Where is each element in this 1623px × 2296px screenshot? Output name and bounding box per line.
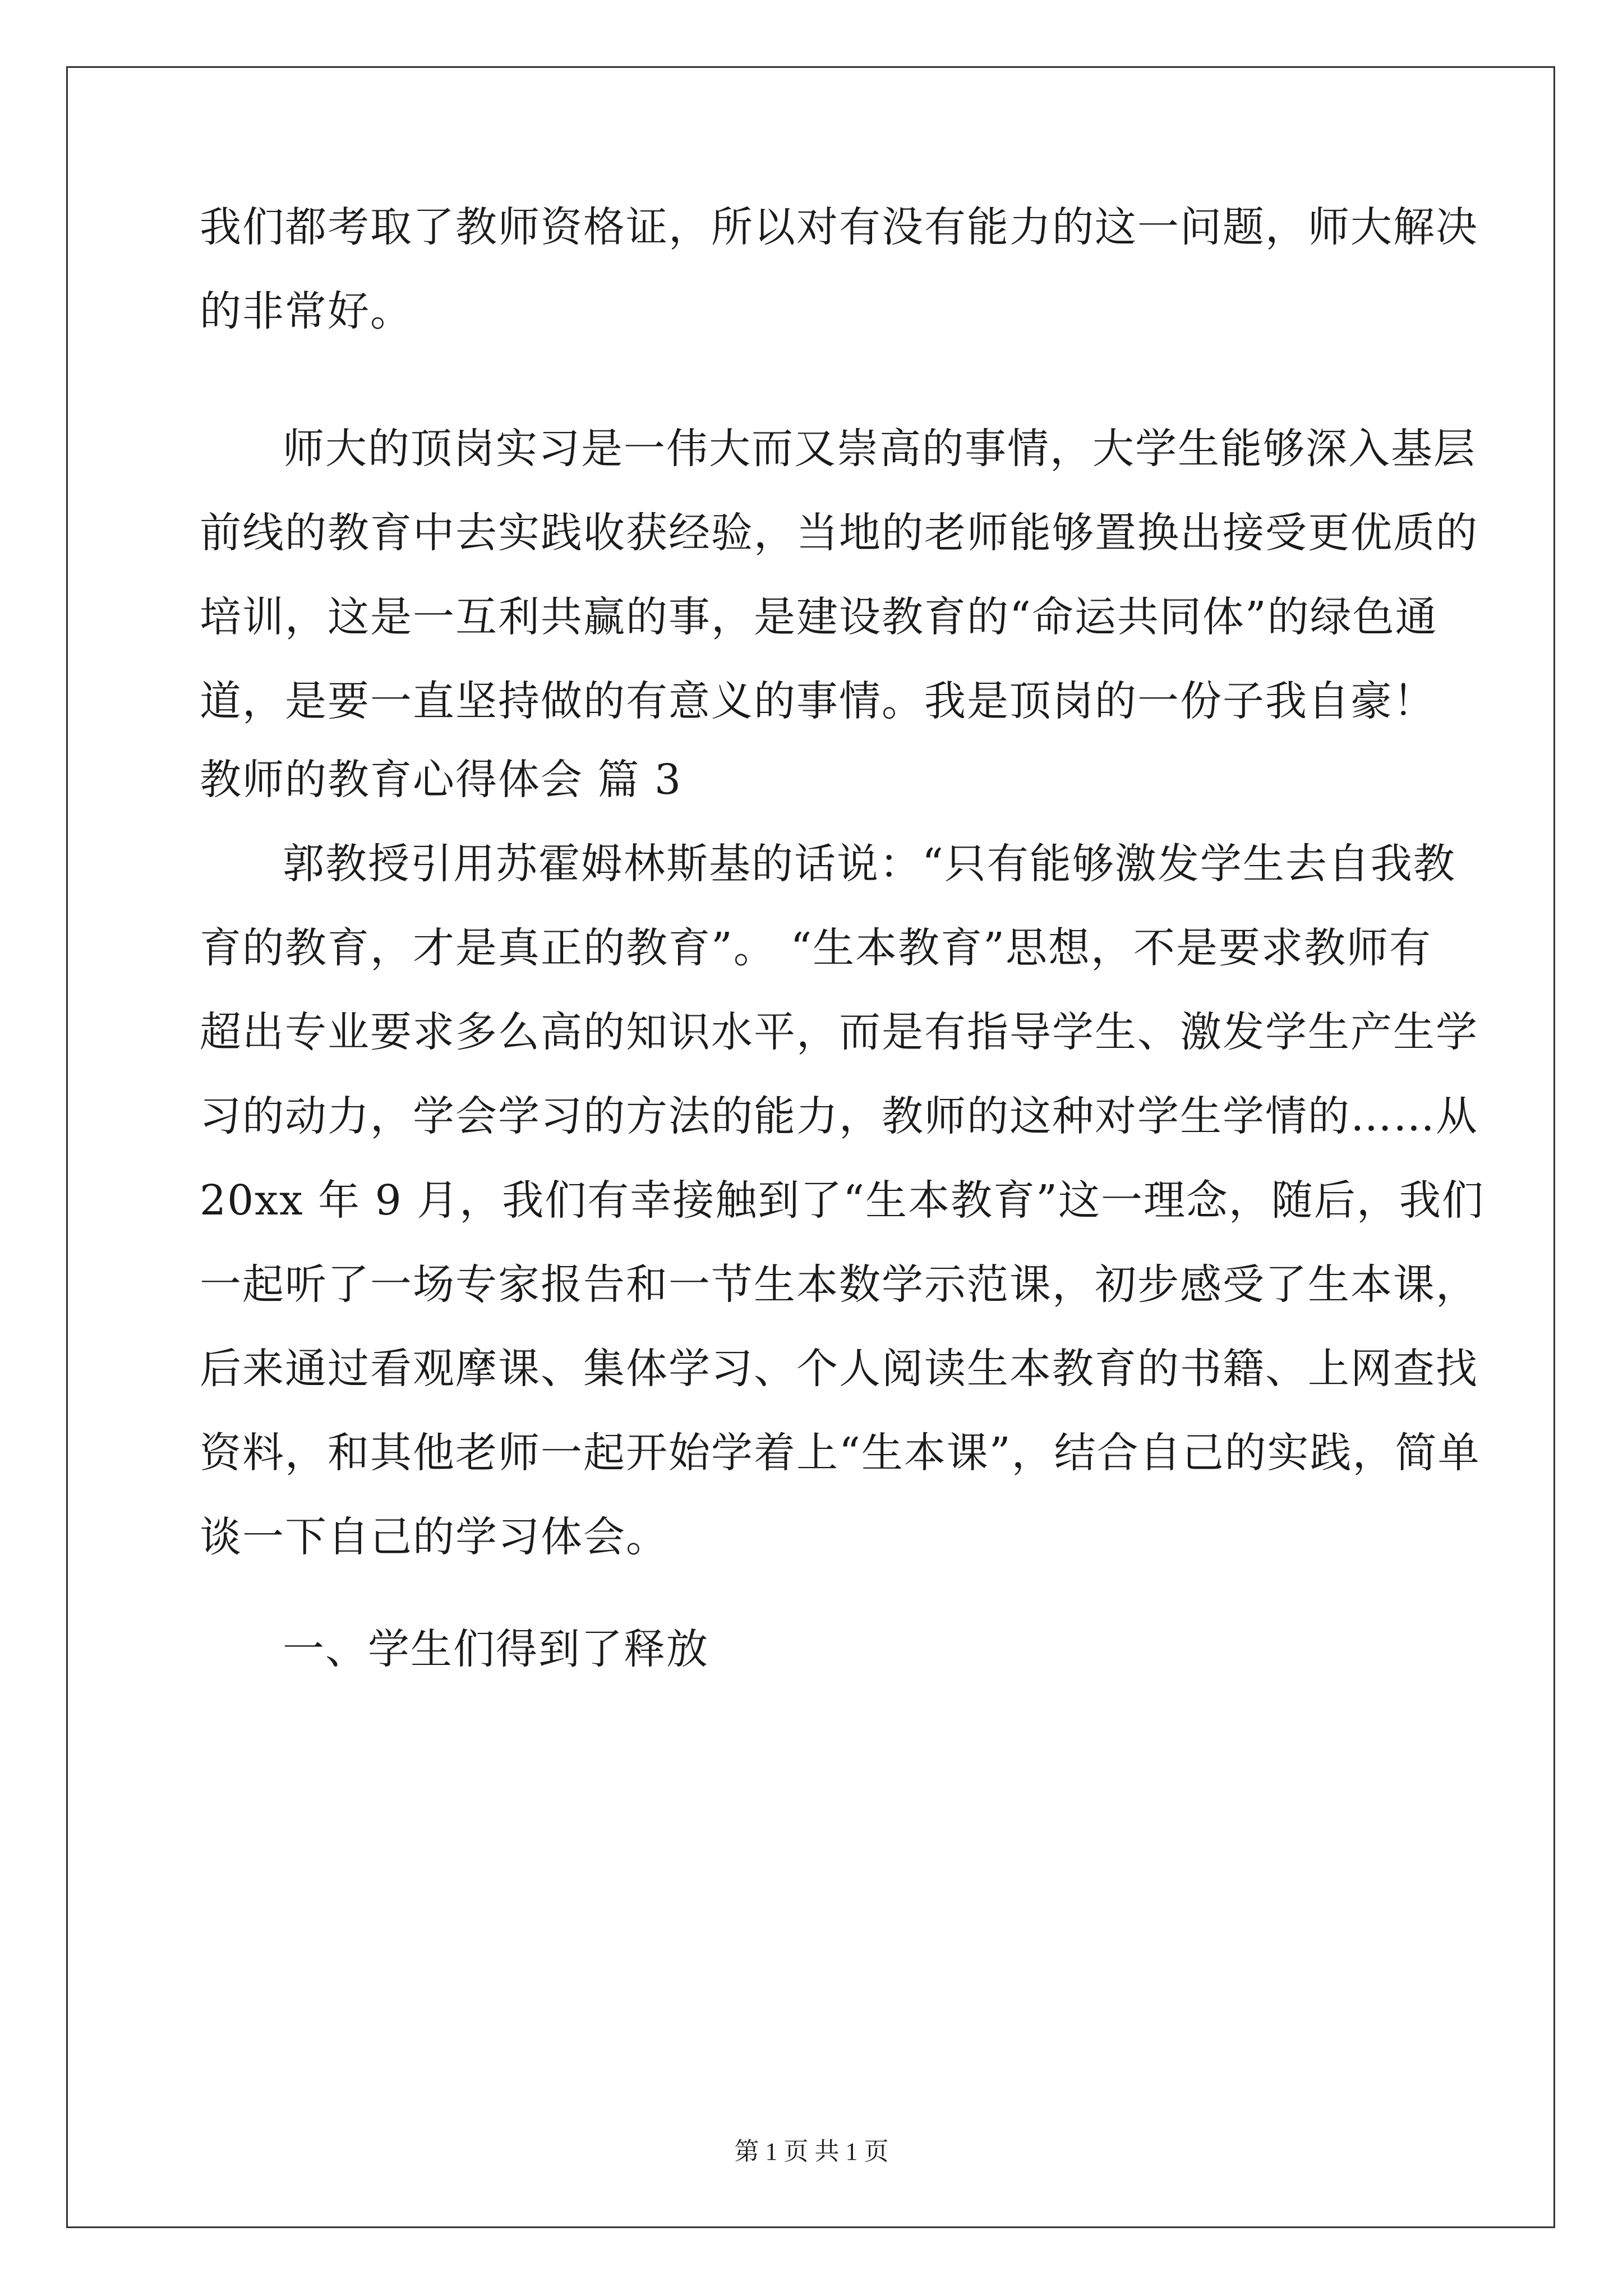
paragraph-line: 20xx 年 9 月，我们有幸接触到了“生本教育”这一理念，随后，我们 <box>200 1176 1484 1225</box>
paragraph-line: 培训，这是一互利共赢的事，是建设教育的“命运共同体”的绿色通 <box>200 593 1438 641</box>
section-heading: 教师的教育心得体会 篇 3 <box>200 756 683 804</box>
paragraph-line: 师大的顶岗实习是一伟大而又崇高的事情，大学生能够深入基层 <box>283 425 1476 473</box>
paragraph-line: 一、学生们得到了释放 <box>283 1625 709 1673</box>
page-frame <box>66 66 1555 2228</box>
paragraph-line: 谈一下自己的学习体会。 <box>200 1513 668 1561</box>
paragraph-line: 习的动力，学会学习的方法的能力，教师的这种对学生学情的……从 <box>200 1092 1478 1140</box>
paragraph-line: 超出专业要求多么高的知识水平，而是有指导学生、激发学生产生学 <box>200 1008 1478 1056</box>
page-footer: 第 1 页 共 1 页 <box>734 2138 889 2165</box>
paragraph-line: 一起听了一场专家报告和一节生本数学示范课，初步感受了生本课， <box>200 1260 1478 1309</box>
paragraph-line: 道，是要一直坚持做的有意义的事情。我是顶岗的一份子我自豪！ <box>200 677 1436 725</box>
paragraph-line: 郭教授引用苏霍姆林斯基的话说：“只有能够激发学生去自我教 <box>283 840 1456 888</box>
paragraph-line: 育的教育，才是真正的教育”。 “生本教育”思想，不是要求教师有 <box>200 924 1432 972</box>
paragraph-line: 资料，和其他老师一起开始学着上“生本课”，结合自己的实践，简单 <box>200 1429 1481 1477</box>
paragraph-line: 的非常好。 <box>200 287 413 335</box>
paragraph-line: 前线的教育中去实践收获经验，当地的老师能够置换出接受更优质的 <box>200 509 1478 557</box>
paragraph-line: 我们都考取了教师资格证，所以对有没有能力的这一问题，师大解决 <box>200 203 1478 251</box>
paragraph-line: 后来通过看观摩课、集体学习、个人阅读生本教育的书籍、上网查找 <box>200 1345 1478 1393</box>
